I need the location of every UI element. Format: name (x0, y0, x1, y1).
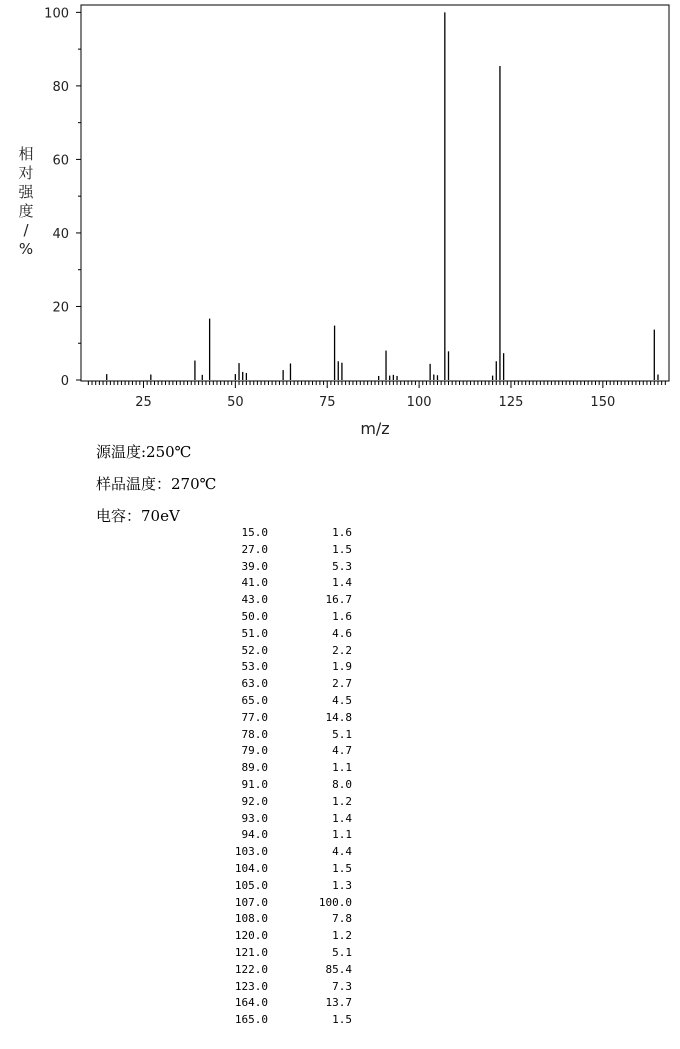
peak-mz: 122.0 (234, 962, 268, 976)
y-axis-ticks (44, 6, 81, 389)
peak-row (210, 911, 352, 928)
peak-mz: 123.0 (234, 979, 268, 993)
y-axis-label: 相对强度/ % (18, 145, 34, 258)
peak-mz: 39.0 (241, 559, 268, 573)
peak-mz: 92.0 (241, 794, 268, 808)
peak-row (210, 659, 352, 676)
peak-abundance: 5.1 (332, 945, 352, 959)
peak-abundance: 1.3 (332, 878, 352, 892)
peak-mz: 50.0 (241, 609, 268, 623)
peak-row (210, 794, 352, 811)
peak-abundance: 8.0 (332, 777, 352, 791)
peak-mz: 63.0 (241, 677, 268, 691)
peak-abundance: 14.8 (325, 710, 352, 724)
peak-row (210, 811, 352, 828)
y-tick-label: 20 (52, 300, 69, 316)
peak-mz: 52.0 (241, 643, 268, 657)
peak-abundance: 1.2 (332, 794, 352, 808)
peak-row (210, 827, 352, 844)
peak-abundance: 1.1 (332, 761, 352, 775)
ionization-energy: 电容：70eV (96, 507, 180, 525)
peak-mz: 89.0 (241, 761, 268, 775)
peak-mz: 27.0 (241, 542, 268, 556)
peak-row (210, 979, 352, 996)
peak-mz: 94.0 (241, 828, 268, 842)
peak-abundance: 5.3 (332, 559, 352, 573)
peak-abundance: 1.2 (332, 929, 352, 943)
peak-row (210, 995, 352, 1012)
peak-abundance: 1.5 (332, 1013, 352, 1027)
peak-row (210, 676, 352, 693)
peak-row (210, 693, 352, 710)
peak-row (210, 743, 352, 760)
y-tick-label: 100 (44, 6, 69, 22)
x-axis-label: m/z (360, 419, 390, 438)
peak-row (210, 928, 352, 945)
peak-mz: 121.0 (234, 945, 268, 959)
x-tick-label: 50 (227, 395, 244, 410)
peak-abundance: 1.6 (332, 609, 352, 623)
peak-mz: 91.0 (241, 777, 268, 791)
plot-frame (81, 5, 669, 381)
peak-row (210, 592, 352, 609)
peak-mz: 104.0 (234, 861, 268, 875)
peak-abundance: 1.6 (332, 526, 352, 539)
peak-row (210, 777, 352, 794)
peak-row (210, 962, 352, 979)
peak-abundance: 16.7 (325, 593, 352, 607)
peak-mz: 107.0 (234, 895, 268, 909)
peak-row (210, 844, 352, 861)
peak-abundance: 2.7 (332, 677, 352, 691)
peak-mz: 105.0 (234, 878, 268, 892)
peak-abundance: 13.7 (325, 996, 352, 1010)
source-temperature: 源温度:250℃ (96, 443, 192, 461)
peak-bars (107, 12, 658, 380)
mass-spectrum-chart (0, 0, 680, 445)
peak-row (210, 525, 352, 542)
x-tick-label: 125 (498, 395, 524, 410)
peak-mz: 78.0 (241, 727, 268, 741)
x-tick-label: 25 (135, 395, 152, 410)
peak-row (210, 559, 352, 576)
peak-row (210, 626, 352, 643)
peak-abundance: 100.0 (318, 895, 352, 909)
peak-mz: 103.0 (234, 845, 268, 859)
peak-mz: 15.0 (241, 526, 268, 539)
peak-table (210, 525, 352, 1029)
y-tick-label: 60 (52, 153, 69, 169)
peak-mz: 165.0 (234, 1013, 268, 1027)
peak-mz: 77.0 (241, 710, 268, 724)
peak-abundance: 4.6 (332, 626, 352, 640)
peak-abundance: 1.5 (332, 542, 352, 556)
y-tick-label: 80 (52, 79, 69, 95)
peak-mz: 164.0 (234, 996, 268, 1010)
peak-abundance: 5.1 (332, 727, 352, 741)
peak-mz: 41.0 (241, 576, 268, 590)
peak-abundance: 4.7 (332, 744, 352, 758)
peak-abundance: 7.8 (332, 912, 352, 926)
peak-mz: 120.0 (234, 929, 268, 943)
y-tick-label: 40 (52, 226, 69, 242)
sample-temperature: 样品温度：270℃ (96, 475, 217, 493)
peak-abundance: 1.1 (332, 828, 352, 842)
peak-row (210, 643, 352, 660)
peak-abundance: 85.4 (325, 962, 352, 976)
peak-mz: 93.0 (241, 811, 268, 825)
peak-row (210, 1012, 352, 1029)
peak-row (210, 878, 352, 895)
peak-row (210, 609, 352, 626)
y-tick-label: 0 (60, 374, 69, 389)
peak-row (210, 760, 352, 777)
peak-mz: 108.0 (234, 912, 268, 926)
peak-abundance: 7.3 (332, 979, 352, 993)
peak-mz: 65.0 (241, 693, 268, 707)
peak-row (210, 945, 352, 962)
peak-abundance: 2.2 (332, 643, 352, 657)
peak-abundance: 4.4 (332, 845, 352, 859)
peak-row (210, 710, 352, 727)
peak-abundance: 1.9 (332, 660, 352, 674)
peak-row (210, 895, 352, 912)
peak-abundance: 1.4 (332, 576, 352, 590)
peak-mz: 43.0 (241, 593, 268, 607)
peak-mz: 79.0 (241, 744, 268, 758)
x-tick-label: 100 (406, 395, 432, 410)
peak-abundance: 4.5 (332, 693, 352, 707)
peak-row (210, 861, 352, 878)
peak-row (210, 727, 352, 744)
peak-mz: 53.0 (241, 660, 268, 674)
x-axis-ticks (88, 381, 665, 410)
peak-abundance: 1.5 (332, 861, 352, 875)
peak-abundance: 1.4 (332, 811, 352, 825)
x-tick-label: 150 (590, 395, 616, 410)
peak-mz: 51.0 (241, 626, 268, 640)
peak-row (210, 575, 352, 592)
peak-row (210, 542, 352, 559)
x-tick-label: 75 (318, 395, 336, 410)
